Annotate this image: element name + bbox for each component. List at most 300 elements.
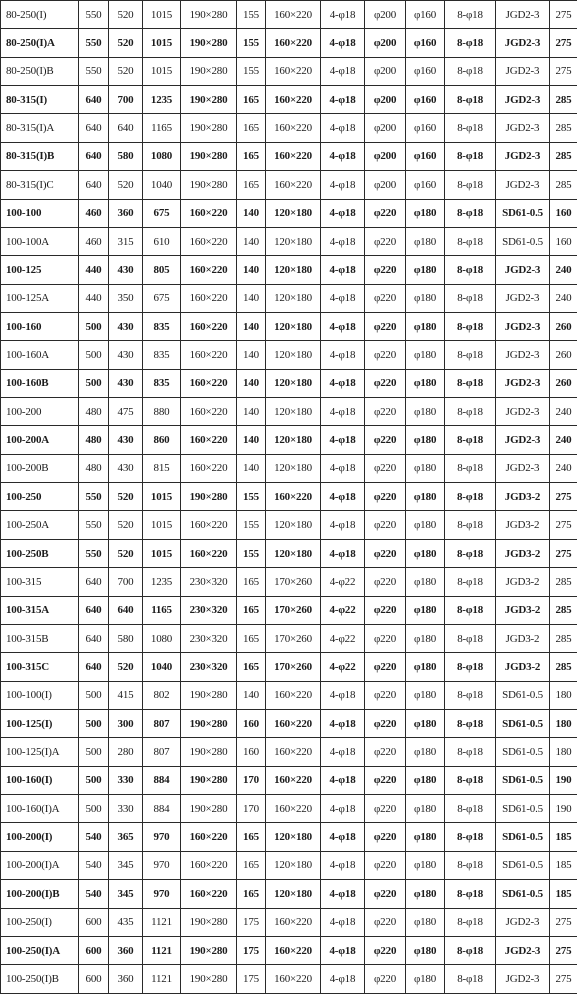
cell-model: 100-315B	[1, 624, 79, 652]
cell-height: 140	[237, 454, 266, 482]
cell-weight: 160	[550, 199, 577, 227]
cell-weight: 180	[550, 709, 577, 737]
cell-base-size: 190×280	[181, 86, 237, 114]
cell-length: 1235	[143, 86, 181, 114]
cell-part-code: JGD2-3	[496, 312, 550, 340]
cell-dim-a: 600	[79, 908, 109, 936]
cell-flange-bolts: 8-φ18	[445, 624, 496, 652]
cell-bolt-spacing: 120×180	[266, 511, 321, 539]
cell-dim-b: 330	[109, 795, 143, 823]
cell-outlet-dia: φ220	[365, 426, 406, 454]
cell-length: 1015	[143, 483, 181, 511]
cell-weight: 275	[550, 936, 577, 964]
cell-dim-a: 550	[79, 483, 109, 511]
cell-inlet-dia: φ180	[406, 341, 445, 369]
table-row	[1, 426, 577, 454]
cell-model: 100-160(I)	[1, 766, 79, 794]
cell-inlet-dia: φ180	[406, 624, 445, 652]
cell-height: 140	[237, 199, 266, 227]
cell-base-size: 190×280	[181, 965, 237, 994]
cell-dim-a: 480	[79, 426, 109, 454]
cell-dim-b: 520	[109, 539, 143, 567]
cell-height: 165	[237, 851, 266, 879]
cell-base-size: 160×220	[181, 823, 237, 851]
cell-outlet-dia: φ220	[365, 454, 406, 482]
cell-weight: 285	[550, 653, 577, 681]
cell-length: 610	[143, 227, 181, 255]
cell-height: 165	[237, 880, 266, 908]
cell-dim-a: 480	[79, 398, 109, 426]
cell-weight: 190	[550, 795, 577, 823]
cell-bolt-spacing: 160×220	[266, 681, 321, 709]
cell-dim-a: 500	[79, 738, 109, 766]
cell-model: 100-100	[1, 199, 79, 227]
cell-bolt-spacing: 160×220	[266, 908, 321, 936]
cell-dim-a: 640	[79, 171, 109, 199]
cell-weight: 285	[550, 171, 577, 199]
table-body	[1, 1, 577, 994]
cell-model: 100-125A	[1, 284, 79, 312]
cell-model: 80-315(I)B	[1, 142, 79, 170]
cell-inlet-dia: φ180	[406, 227, 445, 255]
cell-bolt-spacing: 120×180	[266, 369, 321, 397]
cell-anchor-bolts: 4-φ18	[321, 851, 365, 879]
cell-bolt-spacing: 120×180	[266, 312, 321, 340]
cell-height: 165	[237, 823, 266, 851]
cell-length: 1080	[143, 624, 181, 652]
cell-bolt-spacing: 120×180	[266, 823, 321, 851]
cell-weight: 285	[550, 596, 577, 624]
cell-anchor-bolts: 4-φ22	[321, 624, 365, 652]
cell-model: 100-250(I)	[1, 908, 79, 936]
cell-anchor-bolts: 4-φ18	[321, 795, 365, 823]
cell-height: 155	[237, 29, 266, 57]
cell-flange-bolts: 8-φ18	[445, 709, 496, 737]
cell-flange-bolts: 8-φ18	[445, 568, 496, 596]
cell-model: 100-160A	[1, 341, 79, 369]
cell-flange-bolts: 8-φ18	[445, 596, 496, 624]
cell-base-size: 160×220	[181, 398, 237, 426]
cell-part-code: JGD2-3	[496, 171, 550, 199]
cell-base-size: 160×220	[181, 341, 237, 369]
cell-anchor-bolts: 4-φ18	[321, 171, 365, 199]
table-row	[1, 624, 577, 652]
cell-base-size: 190×280	[181, 709, 237, 737]
cell-part-code: JGD3-2	[496, 624, 550, 652]
cell-length: 1015	[143, 539, 181, 567]
cell-outlet-dia: φ200	[365, 171, 406, 199]
cell-weight: 185	[550, 851, 577, 879]
cell-flange-bolts: 8-φ18	[445, 795, 496, 823]
cell-weight: 275	[550, 965, 577, 994]
cell-height: 155	[237, 1, 266, 29]
cell-flange-bolts: 8-φ18	[445, 965, 496, 994]
cell-weight: 275	[550, 29, 577, 57]
cell-inlet-dia: φ160	[406, 142, 445, 170]
cell-anchor-bolts: 4-φ18	[321, 199, 365, 227]
cell-bolt-spacing: 160×220	[266, 709, 321, 737]
cell-weight: 260	[550, 341, 577, 369]
cell-inlet-dia: φ180	[406, 965, 445, 994]
cell-length: 807	[143, 738, 181, 766]
cell-bolt-spacing: 120×180	[266, 426, 321, 454]
cell-bolt-spacing: 160×220	[266, 936, 321, 964]
cell-length: 1235	[143, 568, 181, 596]
cell-length: 970	[143, 823, 181, 851]
table-row	[1, 483, 577, 511]
cell-length: 807	[143, 709, 181, 737]
cell-height: 165	[237, 171, 266, 199]
cell-base-size: 160×220	[181, 284, 237, 312]
cell-bolt-spacing: 170×260	[266, 568, 321, 596]
cell-anchor-bolts: 4-φ18	[321, 426, 365, 454]
cell-bolt-spacing: 160×220	[266, 57, 321, 85]
cell-base-size: 230×320	[181, 653, 237, 681]
cell-model: 100-100(I)	[1, 681, 79, 709]
cell-model: 80-315(I)	[1, 86, 79, 114]
cell-bolt-spacing: 120×180	[266, 227, 321, 255]
table-row	[1, 199, 577, 227]
cell-dim-b: 520	[109, 511, 143, 539]
cell-length: 1121	[143, 936, 181, 964]
cell-flange-bolts: 8-φ18	[445, 681, 496, 709]
cell-dim-a: 500	[79, 766, 109, 794]
cell-part-code: SD61-0.5	[496, 709, 550, 737]
cell-weight: 275	[550, 1, 577, 29]
cell-outlet-dia: φ220	[365, 539, 406, 567]
cell-model: 100-125(I)	[1, 709, 79, 737]
cell-base-size: 190×280	[181, 171, 237, 199]
cell-weight: 180	[550, 681, 577, 709]
cell-height: 140	[237, 369, 266, 397]
table-row	[1, 823, 577, 851]
cell-dim-b: 280	[109, 738, 143, 766]
table-row	[1, 114, 577, 142]
cell-bolt-spacing: 120×180	[266, 454, 321, 482]
cell-base-size: 190×280	[181, 483, 237, 511]
cell-outlet-dia: φ220	[365, 851, 406, 879]
cell-model: 100-200(I)	[1, 823, 79, 851]
cell-inlet-dia: φ180	[406, 539, 445, 567]
cell-model: 100-200B	[1, 454, 79, 482]
cell-part-code: JGD3-2	[496, 596, 550, 624]
cell-dim-b: 415	[109, 681, 143, 709]
cell-length: 1165	[143, 596, 181, 624]
cell-dim-a: 500	[79, 369, 109, 397]
cell-height: 160	[237, 738, 266, 766]
cell-inlet-dia: φ180	[406, 795, 445, 823]
cell-dim-b: 345	[109, 880, 143, 908]
cell-model: 100-200A	[1, 426, 79, 454]
cell-outlet-dia: φ220	[365, 568, 406, 596]
table-row	[1, 312, 577, 340]
cell-height: 165	[237, 624, 266, 652]
table-row	[1, 539, 577, 567]
cell-base-size: 160×220	[181, 511, 237, 539]
cell-dim-b: 430	[109, 341, 143, 369]
cell-weight: 240	[550, 284, 577, 312]
cell-height: 140	[237, 312, 266, 340]
cell-inlet-dia: φ160	[406, 171, 445, 199]
cell-base-size: 190×280	[181, 908, 237, 936]
cell-outlet-dia: φ220	[365, 936, 406, 964]
cell-height: 165	[237, 114, 266, 142]
cell-anchor-bolts: 4-φ18	[321, 86, 365, 114]
cell-flange-bolts: 8-φ18	[445, 57, 496, 85]
cell-length: 1080	[143, 142, 181, 170]
cell-bolt-spacing: 170×260	[266, 653, 321, 681]
cell-length: 1040	[143, 653, 181, 681]
cell-model: 100-315C	[1, 653, 79, 681]
cell-anchor-bolts: 4-φ18	[321, 454, 365, 482]
cell-flange-bolts: 8-φ18	[445, 738, 496, 766]
cell-height: 140	[237, 398, 266, 426]
cell-base-size: 160×220	[181, 256, 237, 284]
cell-outlet-dia: φ220	[365, 256, 406, 284]
cell-anchor-bolts: 4-φ18	[321, 936, 365, 964]
cell-model: 100-315A	[1, 596, 79, 624]
cell-bolt-spacing: 160×220	[266, 171, 321, 199]
cell-flange-bolts: 8-φ18	[445, 823, 496, 851]
cell-model: 100-100A	[1, 227, 79, 255]
cell-part-code: SD61-0.5	[496, 766, 550, 794]
table-row	[1, 965, 577, 994]
cell-weight: 160	[550, 227, 577, 255]
cell-outlet-dia: φ220	[365, 511, 406, 539]
cell-base-size: 190×280	[181, 766, 237, 794]
cell-part-code: JGD2-3	[496, 57, 550, 85]
cell-bolt-spacing: 120×180	[266, 398, 321, 426]
cell-dim-a: 600	[79, 965, 109, 994]
cell-outlet-dia: φ220	[365, 653, 406, 681]
cell-dim-b: 300	[109, 709, 143, 737]
cell-outlet-dia: φ220	[365, 483, 406, 511]
cell-base-size: 160×220	[181, 199, 237, 227]
table-row	[1, 284, 577, 312]
cell-model: 100-160(I)A	[1, 795, 79, 823]
cell-weight: 275	[550, 908, 577, 936]
cell-part-code: SD61-0.5	[496, 738, 550, 766]
cell-length: 835	[143, 369, 181, 397]
cell-outlet-dia: φ220	[365, 880, 406, 908]
cell-weight: 180	[550, 738, 577, 766]
cell-height: 165	[237, 142, 266, 170]
cell-outlet-dia: φ220	[365, 227, 406, 255]
cell-outlet-dia: φ220	[365, 965, 406, 994]
cell-length: 970	[143, 880, 181, 908]
cell-inlet-dia: φ180	[406, 398, 445, 426]
cell-length: 1165	[143, 114, 181, 142]
cell-base-size: 160×220	[181, 426, 237, 454]
cell-dim-a: 540	[79, 880, 109, 908]
cell-dim-a: 550	[79, 57, 109, 85]
table-row	[1, 369, 577, 397]
cell-part-code: JGD2-3	[496, 256, 550, 284]
cell-bolt-spacing: 160×220	[266, 738, 321, 766]
cell-height: 140	[237, 256, 266, 284]
cell-height: 165	[237, 653, 266, 681]
cell-anchor-bolts: 4-φ18	[321, 398, 365, 426]
cell-dim-b: 520	[109, 57, 143, 85]
cell-dim-b: 430	[109, 426, 143, 454]
cell-flange-bolts: 8-φ18	[445, 284, 496, 312]
cell-length: 675	[143, 284, 181, 312]
cell-dim-a: 500	[79, 681, 109, 709]
cell-bolt-spacing: 120×180	[266, 256, 321, 284]
cell-inlet-dia: φ180	[406, 256, 445, 284]
cell-base-size: 160×220	[181, 454, 237, 482]
cell-dim-b: 640	[109, 114, 143, 142]
cell-height: 170	[237, 795, 266, 823]
cell-dim-b: 360	[109, 199, 143, 227]
cell-dim-b: 360	[109, 936, 143, 964]
table-row	[1, 227, 577, 255]
cell-height: 155	[237, 539, 266, 567]
cell-outlet-dia: φ220	[365, 341, 406, 369]
cell-part-code: JGD2-3	[496, 369, 550, 397]
cell-base-size: 190×280	[181, 936, 237, 964]
cell-anchor-bolts: 4-φ18	[321, 539, 365, 567]
table-row	[1, 936, 577, 964]
cell-part-code: JGD2-3	[496, 114, 550, 142]
cell-inlet-dia: φ180	[406, 454, 445, 482]
table-row	[1, 142, 577, 170]
cell-outlet-dia: φ200	[365, 1, 406, 29]
cell-anchor-bolts: 4-φ18	[321, 256, 365, 284]
table-row	[1, 57, 577, 85]
cell-bolt-spacing: 160×220	[266, 965, 321, 994]
cell-anchor-bolts: 4-φ18	[321, 142, 365, 170]
cell-dim-b: 520	[109, 29, 143, 57]
cell-anchor-bolts: 4-φ18	[321, 284, 365, 312]
cell-outlet-dia: φ200	[365, 86, 406, 114]
cell-weight: 190	[550, 766, 577, 794]
cell-height: 140	[237, 681, 266, 709]
cell-length: 860	[143, 426, 181, 454]
cell-part-code: SD61-0.5	[496, 681, 550, 709]
cell-dim-b: 700	[109, 86, 143, 114]
cell-anchor-bolts: 4-φ18	[321, 908, 365, 936]
cell-outlet-dia: φ220	[365, 398, 406, 426]
cell-weight: 275	[550, 539, 577, 567]
table-row	[1, 171, 577, 199]
cell-anchor-bolts: 4-φ18	[321, 57, 365, 85]
cell-anchor-bolts: 4-φ18	[321, 766, 365, 794]
cell-dim-a: 640	[79, 624, 109, 652]
cell-flange-bolts: 8-φ18	[445, 483, 496, 511]
cell-inlet-dia: φ180	[406, 880, 445, 908]
cell-flange-bolts: 8-φ18	[445, 653, 496, 681]
cell-weight: 285	[550, 568, 577, 596]
cell-inlet-dia: φ180	[406, 908, 445, 936]
cell-outlet-dia: φ200	[365, 57, 406, 85]
cell-dim-b: 345	[109, 851, 143, 879]
cell-inlet-dia: φ180	[406, 511, 445, 539]
cell-height: 140	[237, 284, 266, 312]
cell-height: 175	[237, 965, 266, 994]
table-row	[1, 880, 577, 908]
cell-bolt-spacing: 120×180	[266, 341, 321, 369]
cell-base-size: 160×220	[181, 227, 237, 255]
cell-base-size: 190×280	[181, 1, 237, 29]
cell-dim-b: 520	[109, 171, 143, 199]
cell-base-size: 160×220	[181, 539, 237, 567]
cell-height: 165	[237, 568, 266, 596]
table-row	[1, 709, 577, 737]
cell-part-code: JGD3-2	[496, 568, 550, 596]
cell-base-size: 190×280	[181, 681, 237, 709]
cell-length: 835	[143, 312, 181, 340]
cell-base-size: 190×280	[181, 142, 237, 170]
cell-outlet-dia: φ220	[365, 681, 406, 709]
cell-flange-bolts: 8-φ18	[445, 539, 496, 567]
cell-weight: 285	[550, 86, 577, 114]
cell-length: 802	[143, 681, 181, 709]
cell-bolt-spacing: 170×260	[266, 596, 321, 624]
cell-base-size: 190×280	[181, 795, 237, 823]
cell-outlet-dia: φ220	[365, 284, 406, 312]
cell-flange-bolts: 8-φ18	[445, 369, 496, 397]
cell-height: 165	[237, 86, 266, 114]
cell-part-code: JGD2-3	[496, 398, 550, 426]
cell-inlet-dia: φ180	[406, 766, 445, 794]
cell-weight: 185	[550, 823, 577, 851]
cell-height: 140	[237, 341, 266, 369]
cell-outlet-dia: φ220	[365, 709, 406, 737]
cell-dim-a: 440	[79, 256, 109, 284]
cell-model: 100-200	[1, 398, 79, 426]
cell-inlet-dia: φ180	[406, 312, 445, 340]
cell-anchor-bolts: 4-φ18	[321, 369, 365, 397]
cell-height: 140	[237, 426, 266, 454]
cell-height: 140	[237, 227, 266, 255]
cell-dim-b: 435	[109, 908, 143, 936]
cell-part-code: JGD2-3	[496, 1, 550, 29]
cell-bolt-spacing: 160×220	[266, 1, 321, 29]
cell-flange-bolts: 8-φ18	[445, 256, 496, 284]
cell-dim-b: 700	[109, 568, 143, 596]
cell-part-code: SD61-0.5	[496, 851, 550, 879]
cell-length: 675	[143, 199, 181, 227]
cell-bolt-spacing: 120×180	[266, 199, 321, 227]
cell-part-code: JGD2-3	[496, 936, 550, 964]
cell-inlet-dia: φ180	[406, 681, 445, 709]
cell-length: 1121	[143, 965, 181, 994]
cell-length: 835	[143, 341, 181, 369]
cell-anchor-bolts: 4-φ22	[321, 596, 365, 624]
cell-base-size: 230×320	[181, 568, 237, 596]
cell-bolt-spacing: 160×220	[266, 114, 321, 142]
cell-dim-b: 580	[109, 624, 143, 652]
cell-dim-a: 550	[79, 29, 109, 57]
cell-anchor-bolts: 4-φ18	[321, 341, 365, 369]
cell-inlet-dia: φ160	[406, 1, 445, 29]
cell-weight: 285	[550, 624, 577, 652]
cell-flange-bolts: 8-φ18	[445, 86, 496, 114]
cell-model: 100-200(I)B	[1, 880, 79, 908]
cell-inlet-dia: φ160	[406, 86, 445, 114]
cell-model: 100-250(I)A	[1, 936, 79, 964]
cell-dim-b: 580	[109, 142, 143, 170]
cell-flange-bolts: 8-φ18	[445, 511, 496, 539]
cell-dim-b: 520	[109, 653, 143, 681]
cell-length: 815	[143, 454, 181, 482]
cell-dim-b: 520	[109, 483, 143, 511]
cell-dim-b: 520	[109, 1, 143, 29]
cell-dim-a: 540	[79, 823, 109, 851]
cell-anchor-bolts: 4-φ22	[321, 568, 365, 596]
cell-length: 1040	[143, 171, 181, 199]
